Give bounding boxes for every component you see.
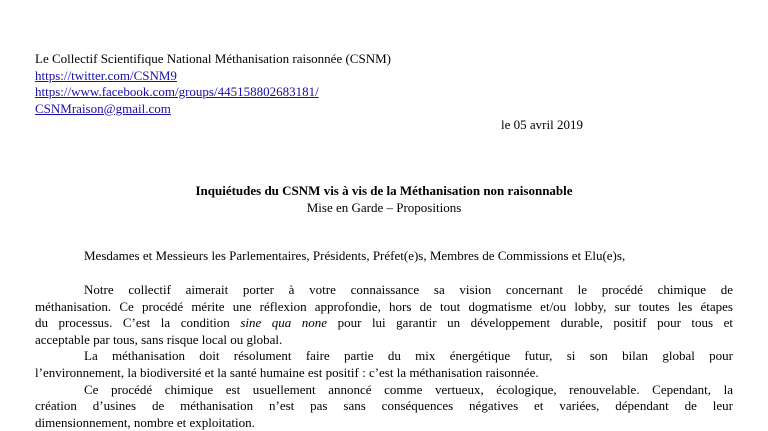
title-block: [0, 183, 768, 216]
letter-date: le 05 avril 2019: [501, 117, 583, 132]
paragraph-1-line-3: [35, 315, 733, 332]
paragraph-1-line-1: Notre collectif aimerait porter à votre connaissance sa vision concernant le procédé chimique de: [84, 282, 733, 297]
paragraph-3-line-2: création d’usines de méthanisation n’est pas sans conséquences négatives et variées, dépendant de leur: [35, 398, 733, 414]
organization-name: Le Collectif Scientifique National Méthanisation raisonnée (CSNM): [35, 51, 391, 66]
paragraph-1-line-2: méthanisation. Ce procédé mérite une réflexion approfondie, hors de tout dogmatisme et/ou lobby, sur toutes les étapes: [35, 298, 733, 314]
paragraph-1-line-3-start: du processus. C’est la condition: [35, 315, 241, 331]
email-link[interactable]: CSNMraison@gmail.com: [35, 100, 171, 116]
twitter-link[interactable]: https://twitter.com/CSNM9: [35, 67, 177, 83]
paragraph-1-line-4: acceptable par tous, sans risque local ou global.: [35, 331, 283, 347]
latin-phrase: sine qua none: [240, 315, 328, 331]
paragraph-3-line-1: Ce procédé chimique est usuellement annoncé comme vertueux, écologique, renouvelable. Cependant, la: [84, 381, 733, 397]
paragraph-1-line-3-end: pour lui garantir un développement durable, positif pour tous et: [327, 315, 733, 331]
document-subtitle: Mise en Garde – Propositions: [306, 199, 462, 215]
sender-header: [35, 51, 391, 117]
letter-body: [35, 282, 733, 431]
paragraph-2-line-1: La méthanisation doit résolument faire partie du mix énergétique futur, si son bilan global pour: [84, 348, 733, 364]
paragraph-2-line-2: l’environnement, la biodiversité et la santé humaine est positif : c’est la méthanisation raisonnée.: [35, 364, 539, 380]
document-title: Inquiétudes du CSNM vis à vis de la Méthanisation non raisonnable: [195, 183, 573, 198]
facebook-link[interactable]: https://www.facebook.com/groups/445158802683181/: [35, 84, 319, 99]
salutation: Mesdames et Messieurs les Parlementaires, Présidents, Préfet(e)s, Membres de Commissions et Elu(e)s,: [84, 248, 626, 263]
paragraph-3-line-3: dimensionnement, nombre et exploitation.: [35, 414, 255, 430]
